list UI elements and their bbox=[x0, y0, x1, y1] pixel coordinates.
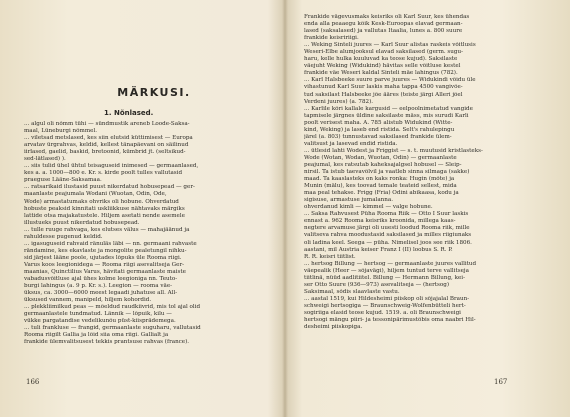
text-line: ... tuli frankluse — frangid, germaanlaste suguharu, vallutasid bbox=[24, 325, 201, 332]
text-line: ... siis tulid ühel ühtul teisaguseid inimesed — germaanlased, bbox=[24, 163, 199, 170]
text-line: enda alla peaaegu kõik Kesk-Euroopas elavad germaan- bbox=[304, 21, 463, 28]
left-page-text bbox=[24, 121, 286, 347]
text-line: maanlaste peajumala Wodani (Wuotan, Odin, Ode, bbox=[24, 191, 167, 198]
text-line: praeguse Lääne-Saksamaa. bbox=[24, 177, 102, 184]
text-line: vihastunud Karl Suur laskis maha tappa 4500 vangivõe- bbox=[304, 84, 463, 91]
text-line: frankide ülemvalitsusest tekkis prantsuse rahvas (france). bbox=[24, 339, 190, 346]
text-line: nirsil. Ta istub taevavõlvil ja vaatleb sinna silmaga (sakke) bbox=[304, 169, 470, 176]
text-line: ... viletsad metslased, kes siin elutsid küttimisest — Europa bbox=[24, 135, 193, 142]
text-line: ... Weking Sinteli juures — Karl Suur alistas raskeis võitlusis bbox=[304, 42, 476, 49]
text-line: poolt verisest maha. A. 785 alistub Widukind (Witte- bbox=[304, 119, 453, 126]
text-line: haru, kelle hulka kuuluvad ka teose kujud). Saksilaste bbox=[304, 56, 458, 63]
text-line: järel (a. 803) tunnustavad saksilased frankide ülem- bbox=[304, 133, 452, 140]
text-line: valitseva rahva moodustasid saksilased ja milles riigiunaks bbox=[304, 232, 472, 239]
text-line: väepealik (Heer — sõjavägi), hiljem tuntud terve vallitseja bbox=[304, 267, 470, 274]
text-line: Frankide vägevusmaks keisriks oli Karl Suur, kes ühendas bbox=[304, 14, 470, 20]
text-line: väejuht Weking (Widukind) hävitas selle võitluse kestel bbox=[304, 63, 461, 70]
text-line: ... Saksa Rahvusest Püha Rooma Riik — Otto I Suur laskis bbox=[304, 211, 469, 218]
text-line: hertsogi mängu piiri- ja tessonipärimustõbis oma naabri Hil- bbox=[304, 317, 476, 324]
text-line: hobuste peaksid kinnitati uskliikkuse nähtavaks märgiks bbox=[24, 205, 185, 212]
section-subheading: 1. Nõnlased. bbox=[104, 109, 154, 117]
text-line: burgi lahingus (a. 9 p. Kr. s.). Leegion — rooma väe- bbox=[24, 283, 173, 290]
left-page bbox=[0, 0, 282, 417]
right-page bbox=[288, 0, 570, 417]
text-line: germaanlastele tundmatud. Lännik — lõpuik, kilu — bbox=[24, 311, 172, 318]
text-line: R. R. keisri tiitlist. bbox=[304, 253, 356, 260]
right-page-text bbox=[304, 14, 557, 331]
text-line: vükke pargatandise vedelikunõu püst-kiisprädemega. bbox=[24, 318, 176, 325]
text-line: ... aastal 1519, kui Hildesheimi piiskop oli sõjajalal Braun- bbox=[304, 295, 470, 302]
text-line: frankide väe Weseri kaldal Sinteli mäe lahingus (782). bbox=[304, 70, 458, 77]
text-line: peajumal, kes ratsutab kaheksajalgsel hobusel — Sleip- bbox=[304, 161, 462, 168]
text-line: ... ratsarikaid ilustasid puust nikerdatud hobusepead — ger- bbox=[24, 184, 195, 191]
text-line: aastani, mil Austria keiser Franz I (II) loobus S. R. P. bbox=[304, 246, 453, 253]
text-line: Wode) armastatumaks ohvriks oli hobune. Ohverdatud bbox=[24, 198, 179, 205]
text-line: ... igasuguseid rahvaid ränuläs läbi — nn. germaani rahvaste bbox=[24, 240, 197, 247]
text-line: rahuldesse pugenud keldid. bbox=[24, 233, 103, 240]
text-line: illustueks puust nikerdatud hobusepead. bbox=[24, 219, 140, 226]
text-line: kes a. a. 1000—800 e. Kr. s. kirde poolt tulles vallutasid bbox=[24, 170, 183, 177]
text-line: Weseri-Elbe alumjooksul elavad saksilased (germ. sugu- bbox=[304, 49, 463, 56]
text-line: ... algul oli nõmm tühi — sündmustik areneb Loode-Saksa- bbox=[24, 121, 190, 127]
page-number-left: 166 bbox=[26, 378, 40, 386]
text-line: sid järjest lääne poole, ujutades lõpuks üle Rooma riigi. bbox=[24, 254, 182, 261]
text-line: maal, Lüneburgi nõmmel. bbox=[24, 128, 98, 135]
text-line: kind, Weking) ja laseb end ristida. Selt's rahulepingu bbox=[304, 126, 455, 133]
text-line: vabadusvõitluse ajal ühes kolme leegioniga nn. Teuto- bbox=[24, 276, 178, 283]
text-line: tud saksilast Halsbeeke jõe ääres (teiste järgi Alleri jõel bbox=[304, 91, 463, 98]
text-line: rändamine, kes ekavlaste ja mongolite pealetungil nihku- bbox=[24, 247, 187, 254]
text-line: Varus koos leegionidega — Rooma riigi asevalitseja Ger- bbox=[24, 261, 185, 268]
text-line: maanias, Quinctilius Varus, hävitati germaanlaste maiste bbox=[24, 268, 186, 275]
text-line: arvatav ürgrahvas, keldid, kellest tänapäevani on säilinud bbox=[24, 142, 189, 149]
page-number-right: 167 bbox=[494, 378, 508, 386]
text-line: üksused vannem, manipeld, hiljem kohordid. bbox=[24, 297, 152, 304]
text-line: sogiriiga elasid teose kujud. 1519. a. oli Braunschweigi bbox=[304, 309, 461, 316]
text-line: iirlased, gaelid, baskid, bretoonid, kümbrid jt. (seltsikud- bbox=[24, 149, 186, 156]
text-line: lattide otsa majakatustele. Hiljem asetati nende asemele bbox=[24, 212, 185, 219]
text-line: ohverdanud kimli — kimmel — valge hobune. bbox=[304, 204, 433, 211]
text-line: ennast a. 962 Rooma keisriks kroonida, millega kaas- bbox=[304, 218, 456, 225]
text-line: maa peal tehakse. Frigg (Fria) Odini abikaasa, kodu ja bbox=[304, 190, 459, 197]
text-line: Rooma riigilt Gallia ja lõid siia oma riigi. Gallialt ja bbox=[24, 332, 169, 339]
text-line: tiitlinä, nüüd aadlitiitel. Billung — Hermann Billung, kei- bbox=[304, 274, 465, 281]
text-line: lased (saksalased) ja vallutas Itaalia, lunes a. 800 suure bbox=[304, 28, 463, 35]
text-line: schweigi hertsogiga — Braunschweig-Wolfenbütteli hert- bbox=[304, 302, 466, 309]
text-line: ... hertsog Billung — hertsog — germaanlaste juures vallitud bbox=[304, 260, 477, 267]
text-line: ... plekkliimilkud peas — mõeldud raudkiivrid, mis tol ajal olid bbox=[24, 304, 201, 311]
text-line: tapmisele järgnes üldine saksilaste mäss, mis surudi Karli bbox=[304, 112, 469, 119]
text-line: maad. Ta kaaslasteks on kaks ronka: Hugin (mõte) ja bbox=[304, 176, 455, 183]
text-line: Saksimaal, sõdis slaavlaste vastu. bbox=[304, 288, 400, 295]
text-line: ... ütlesid lahti Wodest ja Friggist — s. t. muutusid kristlasteks- bbox=[304, 147, 483, 154]
text-line: oli ladina keel. Seega — püha. Nimelisel joos see riik 1806. bbox=[304, 239, 472, 246]
text-line: sigisuse, armastuse jumalanna. bbox=[304, 197, 393, 204]
text-line: desheimi piiskopiga. bbox=[304, 324, 363, 331]
text-line: Wode (Wotan, Wodan, Wuotan, Odin) — germaanlaste bbox=[304, 154, 457, 161]
page-heading: MÄRKUSI. bbox=[117, 86, 191, 99]
text-line: sed-lätlased) ). bbox=[24, 156, 66, 163]
text-line: frankide keisririigi. bbox=[304, 35, 359, 42]
text-line: ser Otto Suure (936—973) asevalitseja — (hertsog) bbox=[304, 281, 450, 288]
text-line: ... tulle ruuge rahvaga, kes elutses välus — mahajäänud ja bbox=[24, 226, 190, 233]
text-line: ... Karlile kõri kallale kargusid — eelpoolnimetatud vangide bbox=[304, 105, 473, 112]
text-line: valitsust ja lasevad endid ristida. bbox=[304, 140, 398, 147]
text-line: Munin (mälu), kes toovad temale teateid sellest, mida bbox=[304, 183, 457, 190]
text-line: ... Karl Halsbeeke suure parve juures — Widukindi võidu üle bbox=[304, 77, 476, 84]
text-line: üksus, ca. 3000—6000 meest legaadi juhatuse all. All- bbox=[24, 290, 178, 297]
text-line: negtere arvamuse järgi oli uuesti loodud Rooma riik, mille bbox=[304, 225, 470, 232]
text-line: Verdeni juures) (a. 782). bbox=[304, 98, 374, 105]
